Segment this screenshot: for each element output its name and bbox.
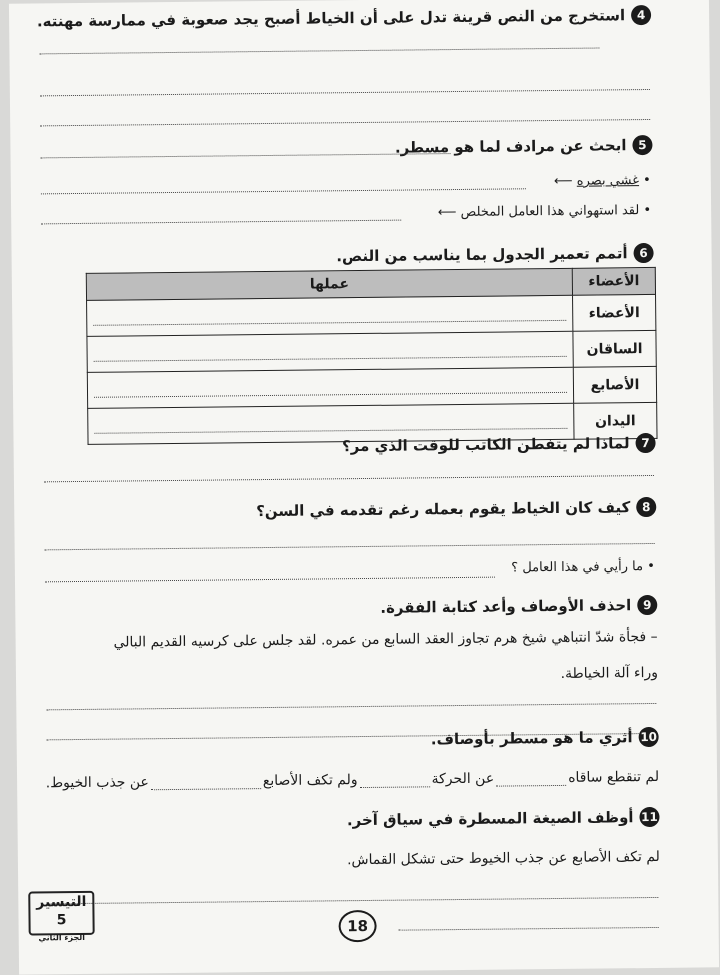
table-answer-cell[interactable] xyxy=(87,295,573,336)
question-9-paragraph-line-1: – فجأة شدّ انتباهي شيخ هرم تجاوز العقد السابع من عمره. لقد جلس على كرسيه القديم البالي xyxy=(113,628,658,651)
question-8-text: كيف كان الخياط يقوم بعمله رغم تقدمه في السن؟ xyxy=(256,498,631,521)
question-10-number: 10 xyxy=(639,727,659,747)
answer-line[interactable] xyxy=(44,475,654,482)
table-header-function: عملها xyxy=(86,268,572,300)
question-4-text: استخرج من النص قرينة تدل على أن الخياط أصبح يجد صعوبة في ممارسة مهنته. xyxy=(36,6,626,31)
question-5-text: ابحث عن مرادف لما هو مسطر. xyxy=(394,136,627,157)
question-8-number: 8 xyxy=(636,497,656,517)
question-7 xyxy=(342,433,656,456)
bullet-1-text: غشي بصره xyxy=(576,173,640,189)
answer-line[interactable] xyxy=(40,119,650,126)
table-row-label: الأصابع xyxy=(573,366,656,403)
question-10-text: أثري ما هو مسطر بأوصاف. xyxy=(430,728,633,749)
table-header-organs: الأعضاء xyxy=(572,267,655,295)
question-9-text: احذف الأوصاف وأعد كتابة الفقرة. xyxy=(380,596,632,617)
page-number: 18 xyxy=(338,910,376,942)
q10-part-2: عن الحركة xyxy=(431,770,495,788)
fill-blank[interactable] xyxy=(360,771,430,788)
question-5-bullet-2: • لقد استهواني هذا العامل المخلص ⟵ xyxy=(437,202,652,221)
question-5-bullet-1: • غشي بصره ⟵ xyxy=(553,172,651,189)
table-row-label: اليدان xyxy=(574,402,657,439)
q10-part-3: ولم تكف الأصابع xyxy=(262,772,358,790)
q10-part-1: لم تنقطع ساقاه xyxy=(568,768,660,786)
logo-subtitle: الجزء الثاني xyxy=(38,932,85,943)
question-4 xyxy=(37,5,651,31)
answer-line[interactable] xyxy=(48,897,658,904)
question-11-text: أوظف الصيغة المسطرة في سياق آخر. xyxy=(346,808,634,830)
bullet-2-text: لقد استهواني هذا العامل المخلص xyxy=(460,203,640,220)
answer-line[interactable] xyxy=(41,153,451,158)
answer-line[interactable] xyxy=(45,577,495,583)
fill-blank[interactable] xyxy=(496,770,566,787)
publisher-logo xyxy=(28,891,94,943)
answer-line[interactable] xyxy=(40,89,650,96)
question-11-number: 11 xyxy=(639,807,659,827)
worksheet-page xyxy=(9,0,719,975)
question-9 xyxy=(380,595,657,618)
answer-line[interactable] xyxy=(41,220,401,225)
question-7-text: لماذا لم يتفطن الكاتب للوقت الذي مر؟ xyxy=(341,434,630,456)
table-row-label: الساقان xyxy=(573,330,656,367)
question-6 xyxy=(336,243,654,266)
question-11-example: لم تكف الأصابع عن جذب الخيوط حتى تشكل القماش. xyxy=(346,848,660,869)
answer-line[interactable] xyxy=(41,188,526,194)
logo-title: التيسير 5 xyxy=(36,893,87,929)
answer-line[interactable] xyxy=(45,543,655,550)
answer-line[interactable] xyxy=(399,927,659,931)
question-9-number: 9 xyxy=(637,595,657,615)
question-7-number: 7 xyxy=(635,433,655,453)
table-row-label: الأعضاء xyxy=(573,294,656,331)
question-10-sentence xyxy=(46,769,660,791)
table-answer-cell[interactable] xyxy=(87,367,573,408)
q10-part-4: عن جذب الخيوط. xyxy=(45,774,149,792)
fill-blank[interactable] xyxy=(151,773,261,790)
question-8b: • ما رأيي في هذا العامل ؟ xyxy=(511,558,655,576)
organs-table xyxy=(86,267,658,445)
table-row xyxy=(87,330,656,372)
answer-line[interactable] xyxy=(39,48,599,55)
question-8b-text: ما رأيي في هذا العامل ؟ xyxy=(511,559,644,576)
question-8 xyxy=(256,497,656,521)
table-row xyxy=(87,366,656,408)
question-9-paragraph-line-2: وراء آلة الخياطة. xyxy=(560,664,659,682)
question-4-number: 4 xyxy=(631,5,651,25)
question-5-number: 5 xyxy=(632,135,652,155)
table-row xyxy=(87,294,656,336)
question-6-text: أتمم تعمير الجدول بما يناسب من النص. xyxy=(336,244,628,266)
answer-line[interactable] xyxy=(46,703,656,710)
question-10 xyxy=(431,727,659,749)
table-answer-cell[interactable] xyxy=(87,331,573,372)
question-11 xyxy=(347,807,660,830)
question-6-number: 6 xyxy=(633,243,653,263)
